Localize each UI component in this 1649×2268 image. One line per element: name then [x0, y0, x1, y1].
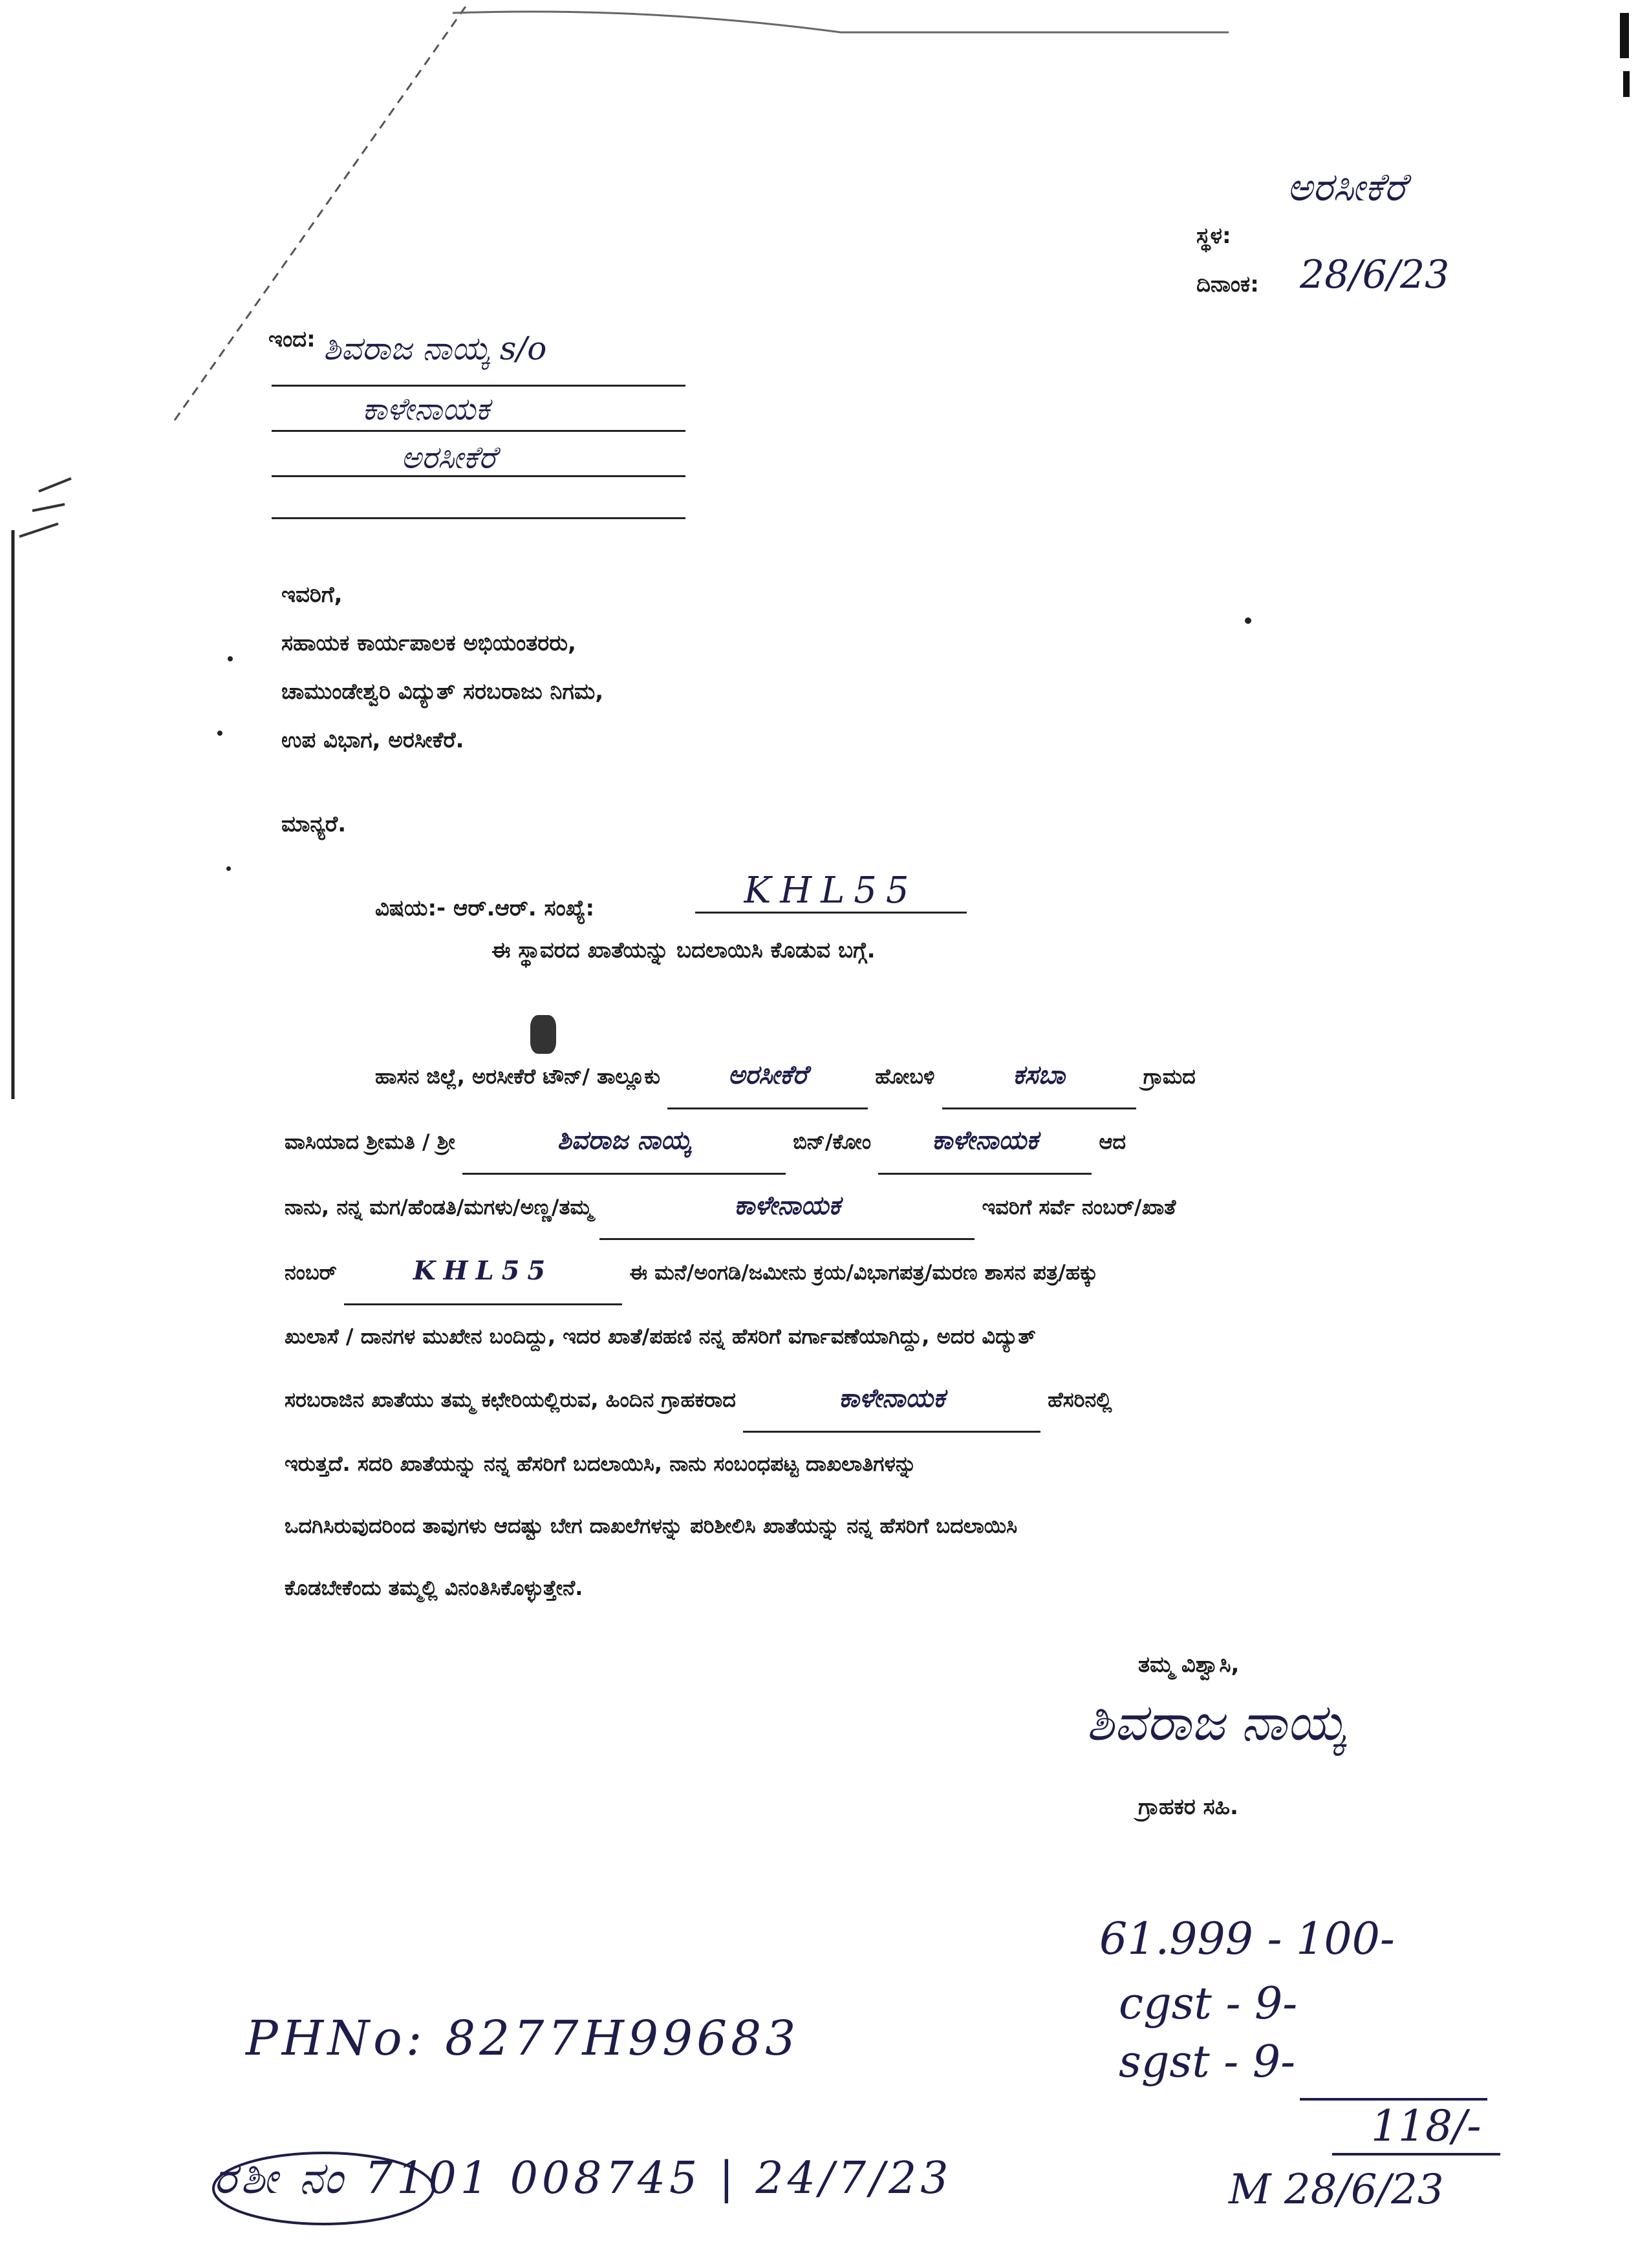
from-line-3: ಅರಸೀಕೆರೆ: [401, 440, 497, 476]
scan-speck: [217, 731, 222, 736]
to-line-3: ಉಪ ವಿಭಾಗ, ಅರಸೀಕೆರೆ.: [281, 727, 464, 753]
field-account-number: KHL55: [344, 1240, 622, 1305]
from-underline-1: [272, 385, 685, 387]
date-label: ದಿನಾಂಕ:: [1196, 272, 1259, 297]
body-row-6: ಸರಬರಾಜಿನ ಖಾತೆಯು ತಮ್ಮ ಕಛೇರಿಯಲ್ಲಿರುವ, ಹಿಂದಿನ ಗ್ರಾಹಕರಾದ ಕಾಳೇನಾಯಕ ಹೆಸರಿನಲ್ಲಿ: [285, 1367, 1481, 1433]
scan-speck: [1245, 617, 1251, 624]
field-father-name: ಕಾಳೇನಾಯಕ: [878, 1109, 1092, 1175]
body-row-8: ಒದಗಿಸಿರುವುದರಿಂದ ತಾವುಗಳು ಆದಷ್ಟು ಬೇಗ ದಾಖಲೆಗಳನ್ನು ಪರಿಶೀಲಿಸಿ ಖಾತೆಯನ್ನು ನನ್ನ ಹೆಸರಿಗೆ ಬದಲಾಯಿಸಿ: [285, 1514, 1018, 1538]
field-name: ಶಿವರಾಜ ನಾಯ್ಕ: [462, 1109, 786, 1175]
right-edge-mark: [1620, 13, 1629, 58]
field-previous-consumer: ಕಾಳೇನಾಯಕ: [743, 1367, 1040, 1433]
body-row-3: ನಾನು, ನನ್ನ ಮಗ/ಹೆಂಡತಿ/ಮಗಳು/ಅಣ್ಣ/ತಮ್ಮ ಕಾಳೇನಾಯಕ ಇವರಿಗೆ ಸರ್ವೆ ನಂಬರ್/ಖಾತೆ: [285, 1175, 1481, 1240]
field-taluk: ಅರಸೀಕೆರೆ: [667, 1044, 868, 1109]
place-label: ಸ್ಥಳ:: [1196, 223, 1231, 249]
from-label: ಇಂದ:: [268, 326, 316, 352]
from-line-2: ಕಾಳೇನಾಯಕ: [362, 391, 490, 427]
body-row-4: ನಂಬರ್ KHL55 ಈ ಮನೆ/ಅಂಗಡಿ/ಜಮೀನು ಕ್ರಯ/ವಿಭಾಗಪತ್ರ/ಮರಣ ಶಾಸನ ಪತ್ರ/ಹಕ್ಕು: [285, 1240, 1481, 1305]
to-line-2: ಚಾಮುಂಡೇಶ್ವರಿ ವಿದ್ಯುತ್ ಸರಬರಾಜು ನಿಗಮ,: [281, 679, 604, 705]
calc-line-3: sgst - 9-: [1119, 2037, 1296, 2088]
rr-number: KHL55: [744, 870, 918, 912]
calc-line-2: cgst - 9-: [1119, 1978, 1298, 2029]
subject-prefix: ವಿಷಯ:- ಆರ್.ಆರ್. ಸಂಖ್ಯೆ:: [375, 895, 595, 921]
calc-rule-2: [1332, 2153, 1500, 2156]
field-relation: ಕಾಳೇನಾಯಕ: [599, 1175, 975, 1240]
subject-line-2: ಈ ಸ್ಥಾವರದ ಖಾತೆಯನ್ನು ಬದಲಾಯಿಸಿ ಕೊಡುವ ಬಗ್ಗೆ.: [491, 937, 876, 963]
from-line-1: ಶಿವರಾಜ ನಾಯ್ಕ s/o: [323, 330, 547, 367]
from-underline-3: [272, 475, 685, 477]
body-row-1: ಹಾಸನ ಜಿಲ್ಲೆ, ಅರಸೀಕೆರೆ ಟೌನ್/ ತಾಲ್ಲೂಕು ಅರಸೀಕೆರೆ ಹೋಬಳಿ ಕಸಬಾ ಗ್ರಾಮದ: [285, 1044, 1481, 1109]
right-edge-mark-2: [1623, 71, 1630, 97]
receipt-note: ರಶೀ ನಂ 7101 008745 | 24/7/23: [213, 2153, 953, 2204]
calc-rule: [1300, 2098, 1487, 2101]
from-underline-4: [272, 517, 685, 519]
letter-body: [285, 1044, 1481, 1619]
receipt-circle: [207, 2146, 440, 2231]
date-value: 28/6/23: [1300, 252, 1450, 297]
body-row-5: ಖುಲಾಸೆ / ದಾನಗಳ ಮುಖೇನ ಬಂದಿದ್ದು, ಇದರ ಖಾತೆ/ಪಹಣಿ ನನ್ನ ಹೆಸರಿಗೆ ವರ್ಗಾವಣೆಯಾಗಿದ್ದು, ಅದರ ವಿದ್ಯುತ್: [285, 1324, 1036, 1349]
phone-number: PHNo: 8277H99683: [246, 2011, 800, 2066]
body-row-9: ಕೊಡಬೇಕೆಂದು ತಮ್ಮಲ್ಲಿ ವಿನಂತಿಸಿಕೊಳ್ಳುತ್ತೇನೆ.: [285, 1576, 583, 1600]
to-line-1: ಸಹಾಯಕ ಕಾರ್ಯಪಾಲಕ ಅಭಿಯಂತರರು,: [281, 630, 576, 656]
body-row-7: ಇರುತ್ತದೆ. ಸದರಿ ಖಾತೆಯನ್ನು ನನ್ನ ಹೆಸರಿಗೆ ಬದಲಾಯಿಸಿ, ನಾನು ಸಂಬಂಧಪಟ್ಟ ದಾಖಲಾತಿಗಳನ್ನು: [285, 1451, 917, 1476]
left-scribble: [19, 478, 71, 537]
scan-speck: [226, 866, 231, 871]
sign-label: ಗ್ರಾಹಕರ ಸಹಿ.: [1138, 1794, 1238, 1820]
from-underline-2: [272, 430, 685, 432]
signature: ಶಿವರಾಜ ನಾಯ್ಕ: [1086, 1694, 1346, 1752]
calc-line-1: 61.999 - 100-: [1099, 1914, 1395, 1965]
initials-date: M 28/6/23: [1229, 2166, 1444, 2214]
place-value: ಅರಸೀಕೆರೆ: [1287, 165, 1406, 210]
rr-number-field: [695, 870, 967, 914]
field-hobli: ಕಸಬಾ: [942, 1044, 1136, 1109]
ink-blot: [530, 1015, 556, 1054]
salutation: ಮಾನ್ಯರೆ.: [281, 811, 347, 837]
top-scan-edge: [453, 12, 1229, 32]
body-row-2: ವಾಸಿಯಾದ ಶ್ರೀಮತಿ / ಶ್ರೀ ಶಿವರಾಜ ನಾಯ್ಕ ಬಿನ್/ಕೋಂ ಕಾಳೇನಾಯಕ ಆದ: [285, 1109, 1481, 1175]
calc-total: 118/-: [1371, 2101, 1482, 2151]
closing-yours: ತಮ್ಮ ವಿಶ್ವಾಸಿ,: [1138, 1652, 1240, 1678]
scan-speck: [228, 656, 233, 661]
to-label: ಇವರಿಗೆ,: [281, 582, 343, 608]
